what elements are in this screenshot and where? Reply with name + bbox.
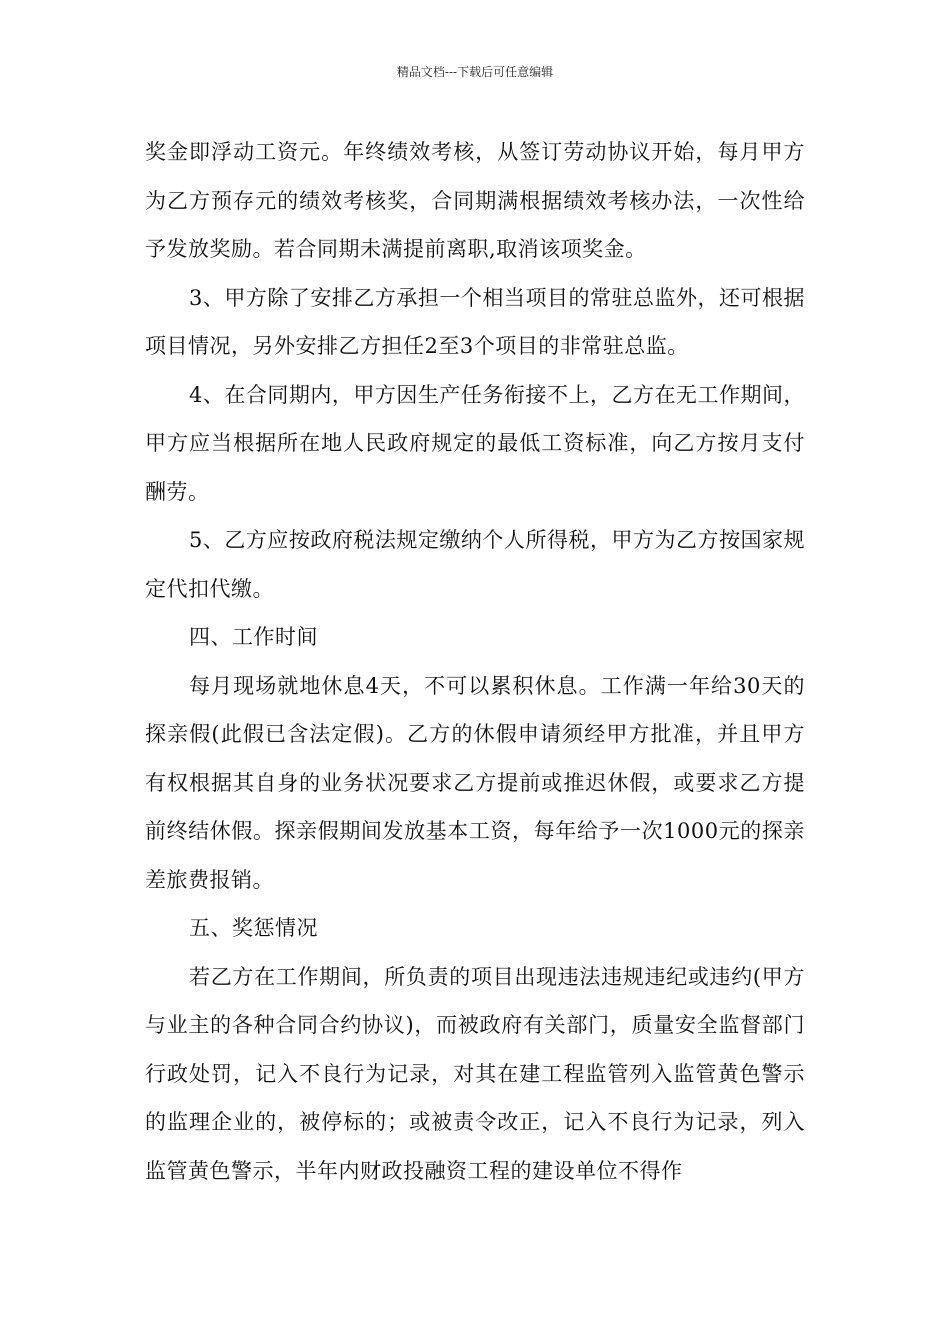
section-heading-work-time: 四、工作时间 — [189, 625, 318, 649]
paragraph-work-time: 每月现场就地休息4天，不可以累积休息。工作满一年给30天的探亲假(此假已含法定假)。乙方的休假申请须经甲方批准，并且甲方有权根据其自身的业务状况要求乙方提前或推迟休假，或要求乙方提前终结休假。探亲假期间发放基本工资，每年给予一次1000元的探亲差旅费报销。 — [145, 673, 805, 892]
section-heading-rewards-penalties: 五、奖惩情况 — [189, 916, 318, 940]
paragraph-item-4: 4、在合同期内，甲方因生产任务衔接不上，乙方在无工作期间，甲方应当根据所在地人民政府规定的最低工资标准，向乙方按月支付酬劳。 — [145, 382, 805, 504]
paragraph-rewards-penalties: 若乙方在工作期间，所负责的项目出现违法违规违纪或违约(甲方与业主的各种合同合约协议)，而被政府有关部门，质量安全监督部门行政处罚，记入不良行为记录，对其在建工程监管列入监管黄色警示的监理企业的，被停标的；或被责令改正，记入不良行为记录，列入监管黄色警示，半年内财政投融资工程的建设单位不得作 — [145, 964, 805, 1183]
document-body — [145, 128, 805, 1195]
paragraph-bonus-continuation: 奖金即浮动工资元。年终绩效考核，从签订劳动协议开始，每月甲方为乙方预存元的绩效考核奖，合同期满根据绩效考核办法，一次性给予发放奖励。若合同期未满提前离职,取消该项奖金。 — [145, 140, 805, 261]
page-header: 精品文档---下载后可任意编辑 — [396, 65, 554, 79]
paragraph-item-3: 3、甲方除了安排乙方承担一个相当项目的常驻总监外，还可根据项目情况，另外安排乙方担任2至3个项目的非常驻总监。 — [145, 285, 805, 358]
paragraph-item-5: 5、乙方应按政府税法规定缴纳个人所得税，甲方为乙方按国家规定代扣代缴。 — [145, 528, 805, 601]
